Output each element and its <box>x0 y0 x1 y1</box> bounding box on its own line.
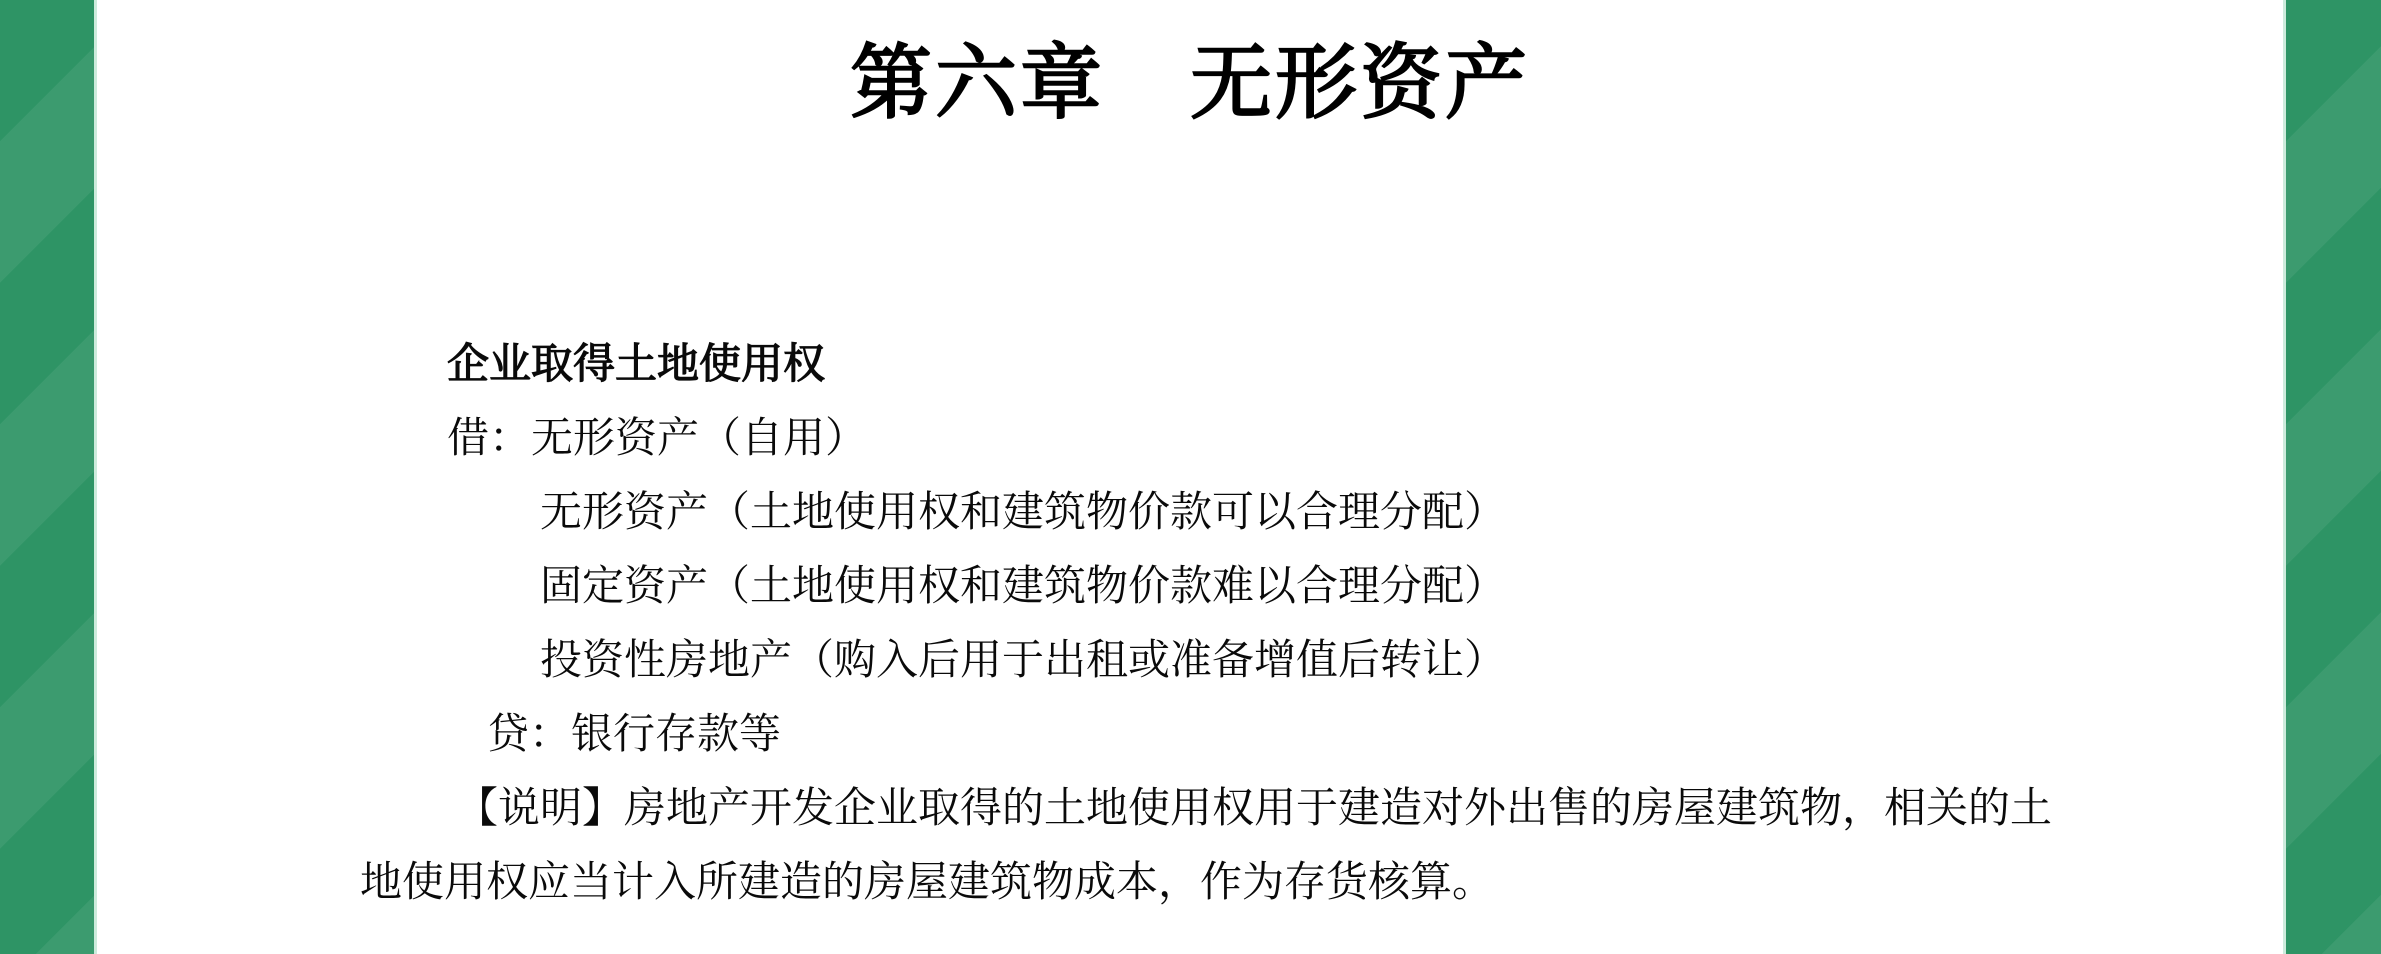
journal-entry-account-line: 投资性房地产（购入后用于出租或准备增值后转让） <box>540 638 1507 684</box>
journal-entry-account-line: 无形资产（土地使用权和建筑物价款可以合理分配） <box>540 490 1507 536</box>
left-stripe-border <box>0 0 97 954</box>
journal-entry-credit-line: 贷：银行存款等 <box>487 712 782 758</box>
content-block <box>360 328 2285 920</box>
section-heading: 企业取得土地使用权 <box>447 342 826 388</box>
journal-entry-debit-line: 借：无形资产（自用） <box>447 416 868 462</box>
note-paragraph-line: 【说明】房地产开发企业取得的土地使用权用于建造对外出售的房屋建筑物，相关的土 <box>456 786 2053 832</box>
journal-entry-account-line: 固定资产（土地使用权和建筑物价款难以合理分配） <box>540 564 1507 610</box>
right-stripe-border <box>2283 0 2381 954</box>
chapter-title: 第六章 无形资产 <box>849 38 1530 129</box>
note-paragraph-line: 地使用权应当计入所建造的房屋建筑物成本，作为存货核算。 <box>360 860 1495 906</box>
